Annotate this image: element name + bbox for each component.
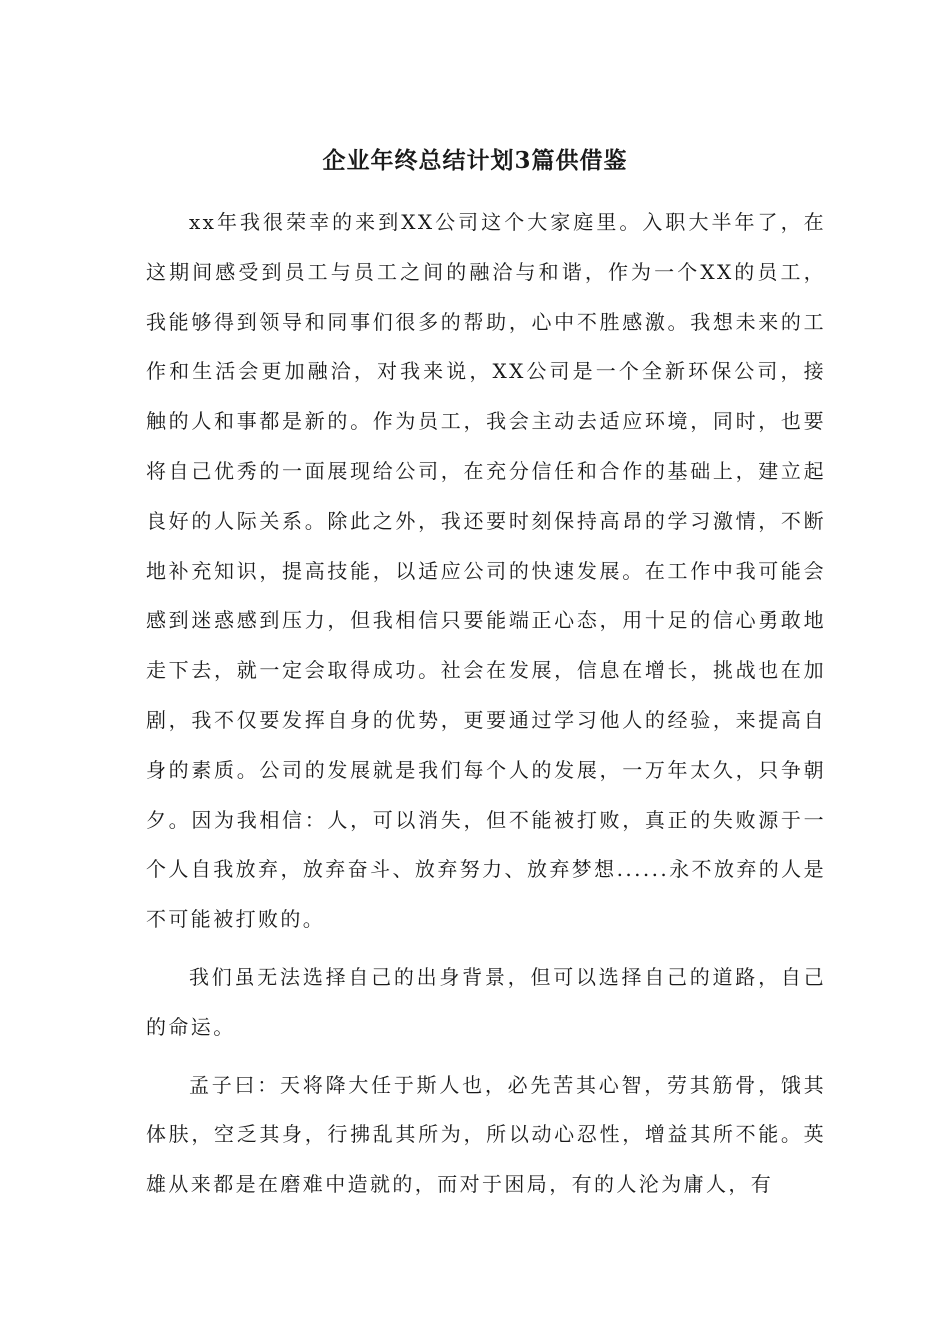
paragraph-3: 孟子曰：天将降大任于斯人也，必先苦其心智，劳其筋骨，饿其体肤，空乏其身，行拂乱其所为，所以动心忍性，增益其所不能。英雄从来都是在磨难中造就的，而对于困局，有的人沦为庸人，有 [146, 1072, 826, 1197]
document-title: 企业年终总结计划3篇供借鉴 [322, 147, 628, 174]
paragraph-2: 我们虽无法选择自己的出身背景，但可以选择自己的道路，自己的命运。 [146, 964, 826, 1039]
paragraph-1: xx年我很荣幸的来到XX公司这个大家庭里。入职大半年了，在这期间感受到员工与员工之间的融洽与和谐，作为一个XX的员工，我能够得到领导和同事们很多的帮助，心中不胜感激。我想未来的工作和生活会更加融洽，对我来说，XX公司是一个全新环保公司，接触的人和事都是新的。作为员工，我会主动去适应环境，同时，也要将自己优秀的一面展现给公司，在充分信任和合作的基础上，建立起良好的人际关系。除此之外，我还要时刻保持高昂的学习激情，不断地补充知识，提高技能，以适应公司的快速发展。在工作中我可能会感到迷惑感到压力，但我相信只要能端正心态，用十足的信心勇敢地走下去，就一定会取得成功。社会在发展，信息在增长，挑战也在加剧，我不仅要发挥自身的优势，更要通过学习他人的经验，来提高自身的素质。公司的发展就是我们每个人的发展，一万年太久，只争朝夕。因为我相信：人，可以消失，但不能被打败，真正的失败源于一个人自我放弃，放弃奋斗、放弃努力、放弃梦想......永不放弃的人是不可能被打败的。 [146, 210, 826, 932]
document-body [146, 198, 826, 1210]
